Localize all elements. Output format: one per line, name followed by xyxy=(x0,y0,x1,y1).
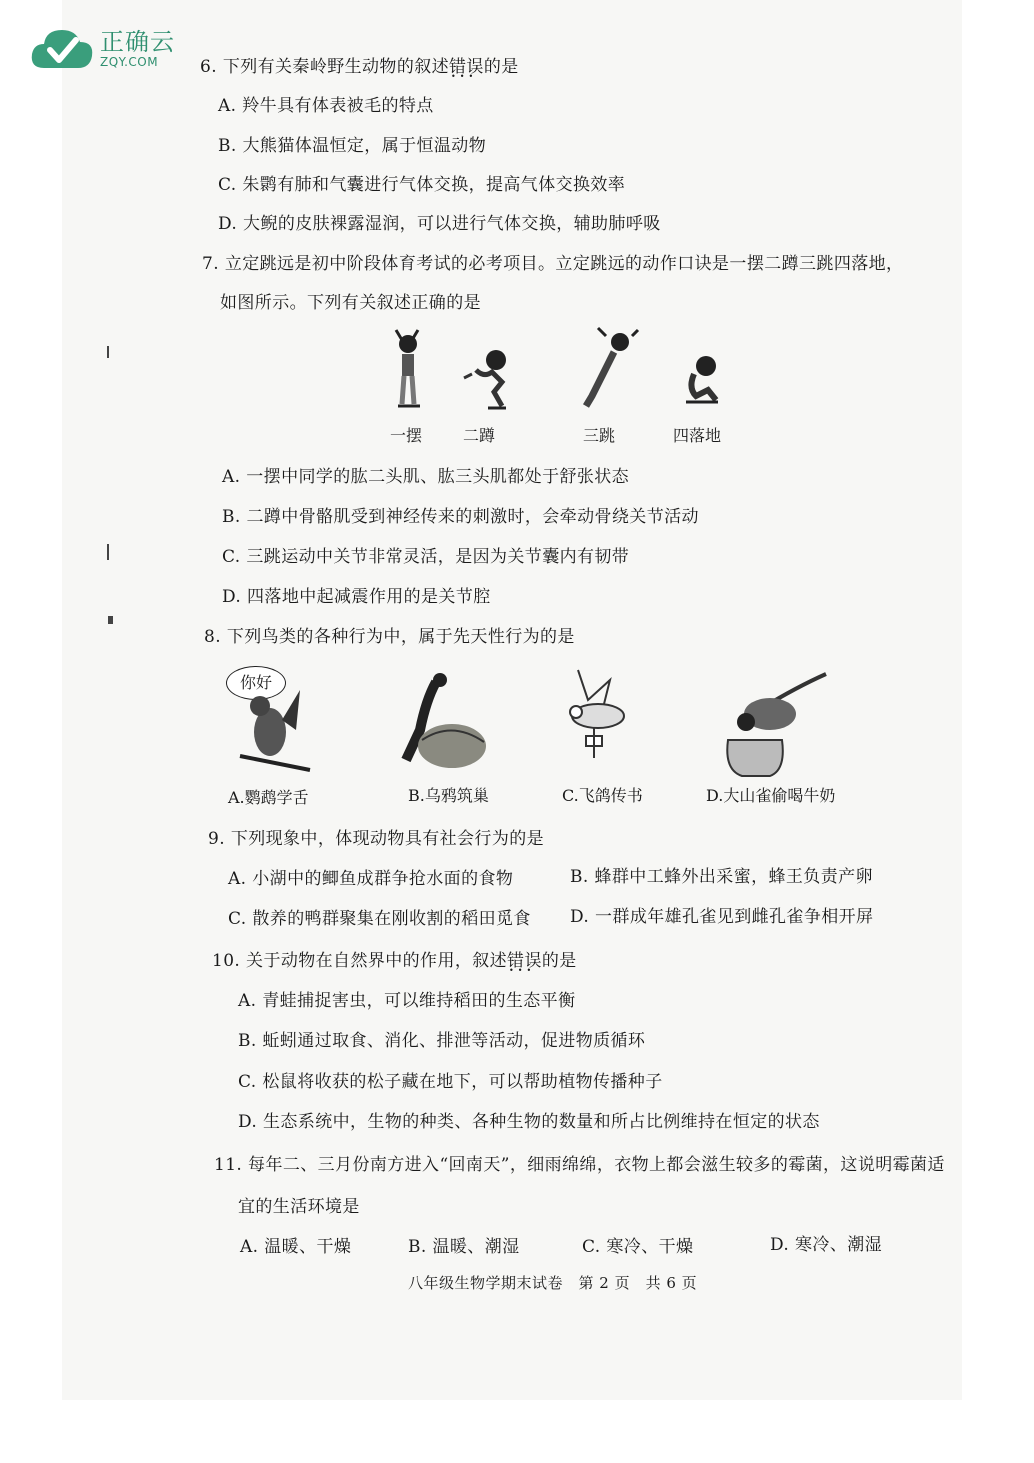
q11-stem-line1: 11. 每年二、三月份南方进入“回南天”，细雨绵绵，衣物上都会滋生较多的霉菌，这说明霉菌适 xyxy=(214,1155,945,1175)
figure-label-swing: 一摆 xyxy=(390,426,423,445)
q10-stem: 10. 关于动物在自然界中的作用，叙述错误 •••的是 xyxy=(212,946,577,971)
q7-option-a: A. 一摆中同学的肱二头肌、肱三头肌都处于舒张状态 xyxy=(222,467,630,487)
logo-name: 正确云 xyxy=(100,28,175,56)
q9-stem: 9. 下列现象中，体现动物具有社会行为的是 xyxy=(208,829,545,849)
q6-option-b: B. 大熊猫体温恒定，属于恒温动物 xyxy=(218,136,487,156)
q9-option-d: D. 一群成年雄孔雀见到雌孔雀争相开屏 xyxy=(570,907,874,927)
q9-option-a: A. 小湖中的鲫鱼成群争抢水面的食物 xyxy=(228,869,514,889)
q6-option-d: D. 大鲵的皮肤裸露湿润，可以进行气体交换，辅助肺呼吸 xyxy=(218,214,661,234)
page-footer: 八年级生物学期末试卷 第 2 页 共 6 页 xyxy=(408,1274,698,1292)
q7-stem-line2: 如图所示。下列有关叙述正确的是 xyxy=(220,293,481,313)
q8-option-b: B.乌鸦筑巢 xyxy=(408,786,489,805)
q6-option-a: A. 羚牛具有体表被毛的特点 xyxy=(218,96,434,116)
q10-option-c: C. 松鼠将收获的松子藏在地下，可以帮助植物传播种子 xyxy=(238,1072,663,1092)
parrot-image xyxy=(240,690,310,770)
q6-option-c: C. 朱鹮有肺和气囊进行气体交换，提高气体交换效率 xyxy=(218,175,626,195)
q9-option-b: B. 蜂群中工蜂外出采蜜，蜂王负责产卵 xyxy=(570,867,873,887)
standing-jump-figure xyxy=(380,326,730,416)
q7-option-b: B. 二蹲中骨骼肌受到神经传来的刺激时，会牵动骨绕关节活动 xyxy=(222,507,699,527)
q6-emphasis: 错误 ••• xyxy=(449,57,484,77)
q10-option-d: D. 生态系统中，生物的种类、各种生物的数量和所占比例维持在恒定的状态 xyxy=(238,1112,820,1132)
q11-option-a: A. 温暖、干燥 xyxy=(240,1237,352,1257)
q6-stem: 6. 下列有关秦岭野生动物的叙述错误 •••的是 xyxy=(200,52,519,77)
margin-mark xyxy=(108,616,113,624)
q11-option-d: D. 寒冷、潮湿 xyxy=(770,1235,883,1255)
site-logo[interactable] xyxy=(28,22,175,76)
q8-option-d: D.大山雀偷喝牛奶 xyxy=(706,786,836,805)
q7-option-d: D. 四落地中起减震作用的是关节腔 xyxy=(222,587,491,607)
landing-figure xyxy=(686,356,718,402)
q11-option-c: C. 寒冷、干燥 xyxy=(582,1237,694,1257)
q11-stem-line2: 宜的生活环境是 xyxy=(238,1197,360,1217)
jump-figure xyxy=(586,328,638,406)
cloud-check-icon xyxy=(28,22,96,76)
margin-mark xyxy=(107,544,109,560)
q10-option-a: A. 青蛙捕捉害虫，可以维持稻田的生态平衡 xyxy=(238,991,576,1011)
q7-option-c: C. 三跳运动中关节非常灵活，是因为关节囊内有韧带 xyxy=(222,547,630,567)
q9-option-c: C. 散养的鸭群聚集在刚收割的稻田觅食 xyxy=(228,909,531,929)
pigeon-image xyxy=(570,670,624,758)
figure-label-landing: 四落地 xyxy=(673,426,722,445)
q7-stem-line1: 7. 立定跳远是初中阶段体育考试的必考项目。立定跳远的动作口诀是一摆二蹲三跳四落地， xyxy=(202,254,904,274)
margin-mark xyxy=(107,346,109,358)
figure-label-squat: 二蹲 xyxy=(463,426,496,445)
q8-option-c: C.飞鸽传书 xyxy=(562,786,643,805)
q10-emphasis: 错误 ••• xyxy=(507,951,542,971)
crow-nest-image xyxy=(406,673,486,768)
squat-figure xyxy=(464,350,506,408)
q11-option-b: B. 温暖、潮湿 xyxy=(408,1237,520,1257)
swing-figure xyxy=(396,330,420,406)
bird-behavior-figure xyxy=(230,660,840,780)
q10-option-b: B. 蚯蚓通过取食、消化、排泄等活动，促进物质循环 xyxy=(238,1031,646,1051)
q8-stem: 8. 下列鸟类的各种行为中，属于先天性行为的是 xyxy=(204,627,575,647)
q8-option-a: A.鹦鹉学舌 xyxy=(228,788,309,807)
figure-label-jump: 三跳 xyxy=(583,426,616,445)
titmouse-milk-image xyxy=(727,674,826,776)
speech-bubble: 你好 xyxy=(226,666,286,700)
logo-domain: ZQY.COM xyxy=(100,55,159,69)
